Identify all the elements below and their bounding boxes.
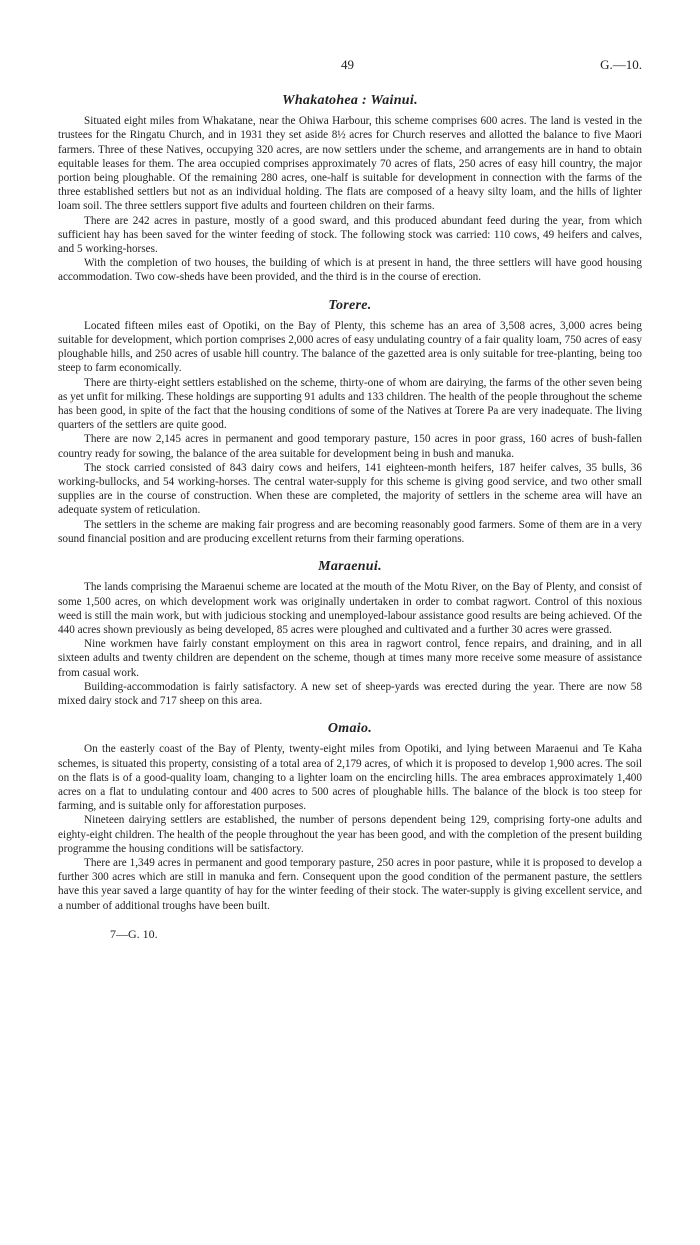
paragraph: There are now 2,145 acres in permanent and good temporary pasture, 150 acres in poor grass, 160 acres of bush-fallen country ready for sowing, the balance of the area suitable for development being in bush and manuka.	[58, 433, 642, 460]
paragraph: The lands comprising the Maraenui scheme are located at the mouth of the Motu River, on the Bay of Plenty, and consist of some 1,500 acres, on which development work was originally undertaken in order to combat ragwort. Control of this noxious weed is still the main work, but with judicious stocking and unemployed-labour assistance good results are being achieved. Of the 440 acres shown previously as being developed, 85 acres were ploughed and cultivated and a further 30 acres were grassed.	[58, 581, 642, 636]
section-title: Whakatohea : Wainui.	[282, 93, 418, 108]
section-wainui	[58, 94, 642, 285]
paragraph: Situated eight miles from Whakatane, near the Ohiwa Harbour, this scheme comprises 600 acres. The land is vested in the trustees for the Ringatu Church, and in 1931 they set aside 8½ acres for Church reserves and allotted the balance to five Maori farmers. Three of these Natives, occupying 320 acres, are now settlers under the scheme, and arrangements are in hand to obtain equitable leases for them. The area occupied comprises approximately 70 acres of flats, 250 acres of easy hill country, the major portion being ploughable. Of the remaining 280 acres, one-half is suitable for development in connection with the farms of the three established settlers but not as an individual holding. The flats are composed of a heavy silty loam, and the hills of lighter loam soil. The three settlers support five adults and fourteen children on their farms.	[58, 115, 642, 213]
section-title: Maraenui.	[318, 559, 382, 575]
paragraph: The stock carried consisted of 843 dairy cows and heifers, 141 eighteen-month heifers, 187 heifer calves, 35 bulls, 36 working-bullocks, and 54 working-horses. The central water-supply for this scheme is giving good service, and two other small supplies are in the course of construction. When these are completed, the majority of settlers in the scheme area will have an adequate system of reticulation.	[58, 461, 642, 517]
page-number: 49	[341, 57, 354, 72]
paragraph: Nineteen dairying settlers are established, the number of persons dependent being 129, comprising forty-one adults and eighty-eight children. The health of the people throughout the year has been good, and with the completion of the present building programme the housing conditions will be satisfactory.	[58, 814, 642, 855]
section-torere	[58, 299, 642, 546]
paragraph: There are thirty-eight settlers established on the scheme, thirty-one of whom are dairying, the farms of the other seven being as yet unfit for milking. These holdings are supporting 91 adults and 133 children. The health of the people throughout the scheme has been good, in spite of the fact that the housing conditions of some of the Natives at Torere Pa are very inadequate. The living quarters of the settlers are quite good.	[58, 376, 643, 432]
paragraph: There are 1,349 acres in permanent and good temporary pasture, 250 acres in poor pasture, while it is proposed to develop a further 300 acres which are still in manuka and fern. Consequent upon the good condition of the permanent pasture, the settlers have this year saved a large quantity of hay for the winter feeding of their stock. The water-supply is giving excellent service, and a number of additional troughs have been built.	[58, 856, 642, 912]
document-reference: G.—10.	[600, 57, 642, 72]
paragraph: Nine workmen have fairly constant employment on this area in ragwort control, fence repairs, and draining, and in all sixteen adults and twenty children are dependent on the scheme, though at times many more receive some measure of assistance from casual work.	[58, 638, 642, 679]
section-title: Torere.	[328, 297, 372, 313]
paragraph: Building-accommodation is fairly satisfactory. A new set of sheep-yards was erected during the year. There are now 58 mixed dairy stock and 717 sheep on this area.	[58, 680, 642, 707]
paragraph: With the completion of two houses, the building of which is at present in hand, the three settlers will have good housing accommodation. Two cow-sheds have been provided, and the third is in the course of erection.	[58, 257, 642, 284]
paragraph: The settlers in the scheme are making fair progress and are becoming reasonably good farmers. Some of them are in a very sound financial position and are producing excellent returns from their farming operations.	[58, 518, 642, 545]
paragraph: On the easterly coast of the Bay of Plenty, twenty-eight miles from Opotiki, and lying between Maraenui and Te Kaha schemes, is situated this property, consisting of a total area of 2,179 acres, of which it is proposed to develop 1,900 acres. The soil on the flats is of a good-quality loam, changing to a lighter loam on the encircling hills. The area embraces approximately 1,400 acres on a flat to undulating contour and 400 acres to 500 acres of ploughable hills. The balance of the block is too steep for farming, and is suitable only for afforestation purposes.	[58, 743, 642, 813]
section-maraenui	[58, 560, 642, 708]
page-footer-signature: 7—G. 10.	[110, 926, 158, 941]
section-title: Omaio.	[327, 721, 373, 737]
section-omaio	[58, 722, 642, 913]
page-header	[58, 58, 642, 84]
paragraph: Located fifteen miles east of Opotiki, on the Bay of Plenty, this scheme has an area of 3,508 acres, 3,000 acres being suitable for development, which portion comprises 2,000 acres of easy undulating country of a fair quality loam, 750 acres of easy ploughable hills, and 250 acres of usable hill country. The balance of the gazetted area is only suitable for tree-planting, being too steep to farm economically.	[58, 319, 642, 375]
paragraph: There are 242 acres in pasture, mostly of a good sward, and this produced abundant feed during the year, from which sufficient hay has been saved for the winter feeding of stock. The following stock was carried: 110 cows, 49 heifers and calves, and 5 working-horses.	[58, 214, 642, 256]
